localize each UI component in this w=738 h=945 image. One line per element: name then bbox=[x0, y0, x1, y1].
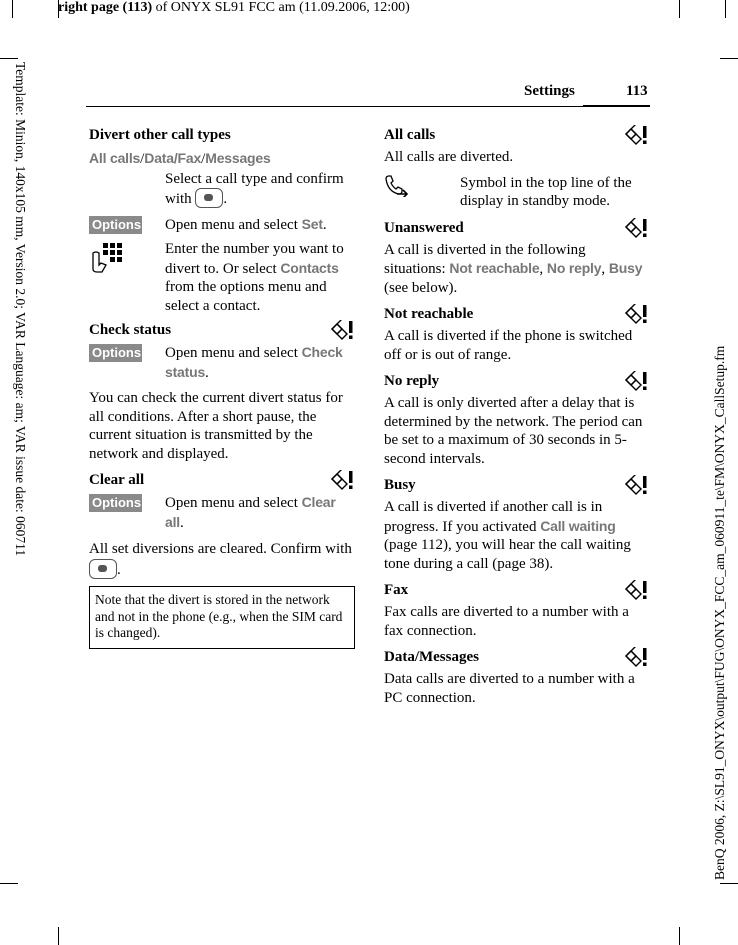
network-icon bbox=[623, 371, 649, 391]
no-reply-heading bbox=[384, 372, 649, 394]
crop-mark bbox=[0, 58, 18, 59]
call-waiting-label: Call waiting bbox=[540, 517, 616, 534]
unanswered-title: Unanswered bbox=[384, 219, 464, 236]
all-calls-heading bbox=[384, 126, 649, 148]
contacts-label: Contacts bbox=[280, 259, 339, 276]
busy-heading bbox=[384, 476, 649, 498]
fax-heading bbox=[384, 581, 649, 603]
unanswered-text-b: (see below). bbox=[384, 279, 458, 296]
unanswered-text-a: A call is diverted in the following situations: bbox=[384, 241, 586, 277]
options-softkey: Options bbox=[89, 344, 142, 362]
clear-step: Options Open menu and select Clear all. bbox=[89, 493, 355, 532]
crop-mark bbox=[679, 0, 680, 18]
clear-all-heading bbox=[89, 471, 355, 493]
ok-key-icon bbox=[89, 559, 117, 579]
unanswered-heading bbox=[384, 219, 649, 241]
divert-other-heading: Divert other call types bbox=[89, 127, 231, 143]
divert-symbol-row bbox=[384, 174, 649, 211]
print-header-rest: of ONYX SL91 FCC am (11.09.2006, 12:00) bbox=[152, 0, 410, 15]
all-calls-title: All calls bbox=[384, 127, 436, 143]
path-messages: Messages bbox=[205, 150, 271, 166]
side-template-text: Template: Minion, 140x105 mm, Version 2.0; VAR Language: am; VAR issue date: 060711 bbox=[13, 62, 28, 557]
unanswered-text: A call is diverted in the following situations: Not reachable, No reply, Busy (see below). bbox=[384, 241, 643, 296]
not-reachable-heading bbox=[384, 305, 649, 327]
opt-busy: Busy bbox=[608, 260, 643, 276]
clear-step-text: Open menu and select bbox=[165, 495, 302, 511]
opt-not-reachable: Not reachable bbox=[449, 260, 540, 276]
no-reply-text: A call is only diverted after a delay that is determined by the network. The period can be set to a maximum of 30 seconds in 5-second intervals. bbox=[384, 395, 643, 467]
note-box: Note that the divert is stored in the network and not in the phone (e.g., when the SIM card is changed). bbox=[89, 586, 355, 649]
data-messages-heading bbox=[384, 648, 649, 670]
divert-icon bbox=[384, 175, 410, 203]
options-softkey: Options bbox=[89, 494, 142, 512]
network-icon bbox=[623, 125, 649, 145]
right-column bbox=[384, 126, 649, 707]
network-icon bbox=[623, 647, 649, 667]
clear-all-title: Clear all bbox=[89, 472, 145, 488]
select-step: Select a call type and confirm with . bbox=[165, 170, 344, 207]
clear-all-label: Clear all bbox=[165, 494, 336, 530]
data-messages-text: Data calls are diverted to a number with a PC connection. bbox=[384, 671, 635, 706]
running-header bbox=[86, 83, 650, 107]
enter-text-b: from the options menu and select a contact. bbox=[165, 279, 327, 314]
network-icon bbox=[623, 218, 649, 238]
fax-text: Fax calls are diverted to a number with a fax connection. bbox=[384, 604, 629, 639]
check-status-heading bbox=[89, 321, 355, 343]
path-data-fax: Data/Fax bbox=[144, 150, 202, 166]
set-label: Set bbox=[301, 215, 323, 232]
opt-no-reply: No reply bbox=[546, 260, 602, 276]
left-column bbox=[89, 126, 355, 579]
crop-mark bbox=[0, 883, 18, 884]
header-rule bbox=[86, 106, 650, 107]
not-reachable-title: Not reachable bbox=[384, 306, 474, 322]
busy-text-a: A call is diverted if another call is in progress. If you activated bbox=[384, 499, 603, 535]
enter-text-a: Enter the number you want to divert to. Or select bbox=[165, 241, 344, 277]
clear-paragraph: All set diversions are cleared. Confirm with . bbox=[89, 541, 352, 578]
path-sep: / bbox=[201, 151, 206, 167]
network-icon bbox=[623, 580, 649, 600]
network-icon bbox=[623, 475, 649, 495]
clear-para-text: All set diversions are cleared. Confirm with bbox=[89, 541, 352, 557]
all-calls-text: All calls are diverted. bbox=[384, 149, 514, 165]
set-step: Options Open menu and select Set. bbox=[89, 215, 355, 235]
path-sep: / bbox=[140, 151, 145, 167]
crop-mark bbox=[725, 0, 726, 18]
check-step: Options Open menu and select Check status. bbox=[89, 343, 355, 382]
side-template-info bbox=[8, 62, 30, 882]
network-icon bbox=[329, 470, 355, 490]
side-file-path-text: BenQ 2006, Z:\SL91_ONYX\output\FUG\ONYX_FCC_am_060911_te\FM\ONYX_CallSetup.fm bbox=[712, 345, 727, 880]
network-icon bbox=[623, 304, 649, 324]
data-messages-title: Data/Messages bbox=[384, 649, 479, 665]
ok-key-icon bbox=[195, 188, 223, 208]
enter-number-step bbox=[89, 240, 355, 315]
not-reachable-text: A call is diverted if the phone is switched off or is out of range. bbox=[384, 328, 633, 363]
options-softkey: Options bbox=[89, 216, 142, 234]
side-file-path bbox=[712, 230, 734, 880]
check-step-text: Open menu and select bbox=[165, 345, 302, 361]
check-status-title: Check status bbox=[89, 322, 172, 338]
divert-symbol-text: Symbol in the top line of the display in standby mode. bbox=[460, 174, 632, 209]
select-step-text: Select a call type and confirm with bbox=[165, 170, 344, 207]
section-title: Settings bbox=[524, 83, 575, 99]
network-icon bbox=[329, 320, 355, 340]
path-all-calls: All calls bbox=[89, 150, 141, 166]
busy-text bbox=[384, 498, 649, 573]
crop-mark bbox=[12, 0, 13, 18]
crop-mark bbox=[679, 927, 680, 945]
page-number: 113 bbox=[626, 83, 648, 99]
check-status-label: Check status bbox=[165, 344, 343, 380]
crop-mark bbox=[720, 883, 738, 884]
set-step-text: Open menu and select bbox=[165, 216, 302, 233]
keypad-icon bbox=[89, 241, 123, 279]
menu-path bbox=[89, 149, 355, 169]
no-reply-title: No reply bbox=[384, 373, 440, 389]
busy-text-b: (page 112), you will hear the call waiting tone during a call (page 38). bbox=[384, 537, 631, 572]
print-header bbox=[58, 0, 410, 16]
check-paragraph: You can check the current divert status for all conditions. After a short pause, the current situation is transmitted by the network and displayed. bbox=[89, 390, 343, 462]
crop-mark bbox=[58, 927, 59, 945]
header-rule-accent bbox=[583, 105, 650, 107]
print-header-bold: right page (113) bbox=[58, 0, 153, 15]
fax-title: Fax bbox=[384, 582, 409, 598]
busy-title: Busy bbox=[384, 477, 416, 493]
crop-mark bbox=[720, 58, 738, 59]
